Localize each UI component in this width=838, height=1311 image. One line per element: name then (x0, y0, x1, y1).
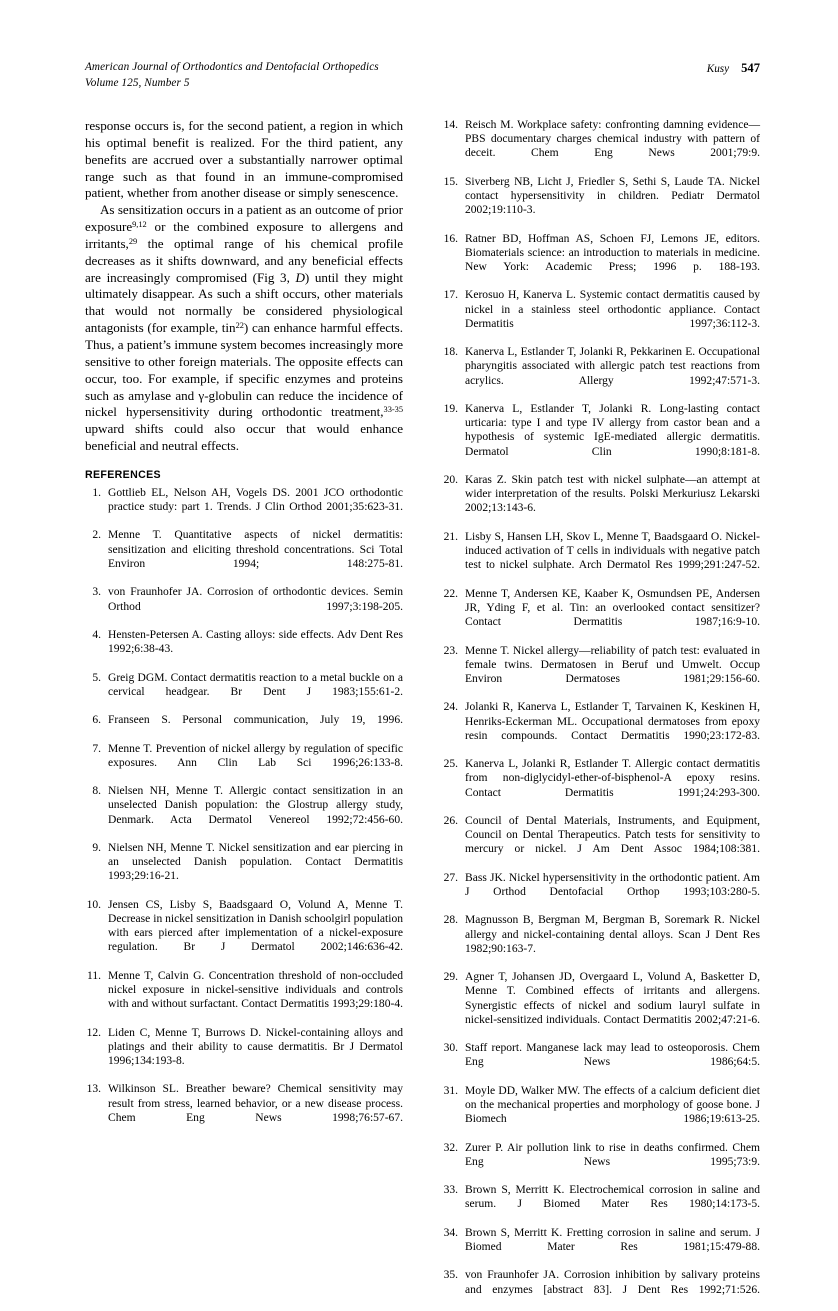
reference-text: Agner T, Johansen JD, Overgaard L, Volund A, Basketter D, Menne T. Combined effects of irritants and allergens. Synergistic effects of nickel and sodium lauryl sulfate in nickel-sensitized individuals. Contact Dermatitis 2002;47:21-6. (465, 971, 760, 1026)
reference-number: 5. (92, 671, 101, 684)
reference-text: Staff report. Manganese lack may lead to osteoporosis. Chem Eng News 1986;64:5. (465, 1042, 760, 1069)
reference-number: 22. (443, 587, 458, 600)
reference-item (442, 1041, 760, 1084)
reference-item (442, 1141, 760, 1184)
reference-text: Kanerva L, Jolanki R, Estlander T. Allergic contact dermatitis from non-diglycidyl-ether-of-bisphenol-A epoxy resins. Contact Dermatitis 1991;24:293-300. (465, 758, 760, 799)
reference-list-left (85, 486, 403, 1139)
reference-item (85, 898, 403, 969)
reference-text: Greig DGM. Contact dermatitis reaction to a metal buckle on a cervical headgear. Br Dent J 1983;155:61-2. (108, 671, 403, 698)
page-number: 547 (741, 61, 760, 75)
reference-number: 14. (443, 119, 458, 131)
reference-number: 24. (443, 701, 458, 714)
reference-item (442, 587, 760, 644)
reference-item (85, 585, 403, 628)
reference-item (85, 742, 403, 785)
reference-number: 2. (92, 529, 101, 542)
reference-number: 20. (443, 474, 458, 487)
reference-number: 8. (92, 785, 101, 798)
par2-seg3: the optimal range of his chemical profile decreases as it shifts downward, and any beneficial effects are increasingly compromised (Fig 3, (85, 235, 403, 285)
body-columns (85, 118, 760, 1311)
reference-number: 17. (443, 289, 458, 302)
reference-list-right (442, 118, 760, 1311)
reference-item (442, 175, 760, 232)
reference-number: 4. (92, 628, 101, 641)
reference-item (85, 969, 403, 1026)
figure-panel-label: D (295, 269, 305, 285)
citation-ref-29: 29 (128, 236, 138, 246)
citation-ref-22: 22 (235, 321, 244, 331)
reference-item (85, 1082, 403, 1139)
reference-item (442, 871, 760, 914)
reference-number: 29. (443, 971, 458, 984)
par2-seg6: upward shifts could also occur that would enhance beneficial and neutral effects. (85, 421, 403, 454)
left-column (85, 118, 403, 1311)
reference-text: Jensen CS, Lisby S, Baadsgaard O, Volund A, Menne T. Decrease in nickel sensitization in Danish schoolgirl population with ears pierced after implementation of a nickel-exposure regulation. Br J Dermatol 2002;146:636-42. (108, 898, 403, 954)
reference-text: Menne T. Nickel allergy—reliability of patch test: evaluated in female twins. Dermatosen in Beruf und Umwelt. Occup Environ Dermatoses 1981;29:156-60. (465, 644, 760, 685)
reference-item (442, 118, 760, 175)
reference-item (85, 628, 403, 671)
reference-text: Kerosuo H, Kanerva L. Systemic contact dermatitis caused by nickel in a stainless steel orthodontic appliance. Contact Dermatitis 1997;36:112-3. (465, 289, 760, 330)
reference-item (442, 970, 760, 1041)
citation-ref-33-35: 33-35 (383, 405, 403, 415)
par2-seg4: ) until they might ultimately disappear. As such a shift occurs, other materials that would not normally be considered physiological antagonists (for example, tin (85, 269, 403, 336)
reference-number: 11. (86, 969, 101, 982)
reference-item (442, 402, 760, 473)
reference-item (85, 671, 403, 714)
reference-text: Ratner BD, Hoffman AS, Schoen FJ, Lemons JE, editors. Biomaterials science: an introduction to materials in medicine. New York: Academic Press; 1996 p. 188-193. (465, 232, 760, 274)
reference-number: 30. (443, 1042, 458, 1055)
reference-item (442, 1183, 760, 1226)
reference-number: 12. (86, 1026, 101, 1039)
par2-seg2: or the combined exposure to allergens and irritants, (85, 219, 403, 251)
reference-number: 7. (92, 742, 101, 755)
reference-text: Gottlieb EL, Nelson AH, Vogels DS. 2001 JCO orthodontic practice study: part 1. Trends. J Clin Orthod 2001;35:623-31. (108, 486, 403, 514)
reference-number: 9. (92, 841, 101, 854)
reference-text: Lisby S, Hansen LH, Skov L, Menne T, Baadsgaard O. Nickel-induced activation of T cells in individuals with negative patch test to nickel sulphate. Arch Dermatol Res 1999;291:247-52. (465, 530, 760, 572)
reference-number: 34. (443, 1226, 458, 1239)
running-head (85, 60, 760, 92)
reference-number: 1. (92, 486, 101, 499)
reference-item (442, 913, 760, 970)
reference-number: 18. (443, 346, 458, 359)
reference-item (442, 345, 760, 402)
references-heading: REFERENCES (85, 468, 161, 481)
reference-text: Menne T. Prevention of nickel allergy by regulation of specific exposures. Ann Clin Lab Sci 1996;26:133-8. (108, 742, 403, 769)
reference-item (442, 530, 760, 587)
reference-item (442, 1268, 760, 1311)
reference-text: Brown S, Merritt K. Electrochemical corrosion in saline and serum. J Biomed Mater Res 1980;14:173-5. (465, 1184, 760, 1211)
reference-number: 25. (443, 758, 458, 771)
reference-item (442, 288, 760, 345)
journal-title-line-1: American Journal of Orthodontics and Dentofacial Orthopedics (85, 61, 379, 73)
paragraph-sensitization (85, 202, 403, 455)
reference-item (442, 700, 760, 757)
reference-item (442, 1084, 760, 1141)
running-head-right (707, 60, 760, 76)
reference-text: Menne T, Andersen KE, Kaaber K, Osmundsen PE, Andersen JR, Yding F, et al. Tin: an overlooked contact sensitizer? Contact Dermatitis 1987;16:9-10. (465, 587, 760, 629)
running-head-journal (85, 60, 379, 92)
reference-text: Menne T, Calvin G. Concentration threshold of non-occluded nickel exposure in nickel-sensitive individuals and controls with and without surfactant. Contact Dermatitis 1993;29:180-4. (108, 969, 403, 1011)
reference-text: Moyle DD, Walker MW. The effects of a calcium deficient diet on the mechanical properties and morphology of goose bone. J Biomech 1986;19:613-25. (465, 1084, 760, 1126)
reference-text: Wilkinson SL. Breather beware? Chemical sensitivity may result from stress, learned behavior, or a new disease process. Chem Eng News 1998;76:57-67. (108, 1083, 403, 1124)
reference-text: Zurer P. Air pollution link to rise in deaths confirmed. Chem Eng News 1995;73:9. (465, 1141, 760, 1168)
reference-item (442, 232, 760, 289)
reference-number: 31. (443, 1084, 458, 1097)
reference-text: Brown S, Merritt K. Fretting corrosion in saline and serum. J Biomed Mater Res 1981;15:479-88. (465, 1226, 760, 1254)
reference-item (442, 757, 760, 814)
reference-number: 28. (443, 914, 458, 927)
citation-ref-9-12: 9,12 (132, 220, 147, 230)
reference-text: Franseen S. Personal communication, July 19, 1996. (108, 714, 403, 727)
author-name: Kusy (706, 63, 730, 75)
reference-number: 35. (443, 1269, 458, 1282)
reference-item (442, 644, 760, 701)
reference-number: 23. (443, 644, 458, 657)
reference-item (85, 486, 403, 529)
reference-item (85, 713, 403, 741)
right-column (442, 118, 760, 1311)
reference-item (85, 841, 403, 898)
reference-item (85, 784, 403, 841)
reference-item (85, 1026, 403, 1083)
reference-text: Kanerva L, Estlander T, Jolanki R, Pekkarinen E. Occupational pharyngitis associated with allergic patch test reactions from acrylics. Allergy 1992;47:571-3. (465, 346, 760, 387)
reference-item (85, 528, 403, 585)
par2-seg1: As sensitization occurs in a patient as an outcome of prior exposure (85, 202, 403, 235)
reference-number: 21. (443, 530, 458, 543)
reference-text: Nielsen NH, Menne T. Allergic contact sensitization in an unselected Danish population: the Glostrup allergy study, Denmark. Acta Dermatol Venereol 1992;72:456-60. (108, 785, 403, 826)
reference-text: Nielsen NH, Menne T. Nickel sensitization and ear piercing in an unselected Danish population. Contact Dermatitis 1993;29:16-21. (108, 841, 403, 883)
reference-text: Bass JK. Nickel hypersensitivity in the orthodontic patient. Am J Orthod Dentofacial Orthop 1993;103:280-5. (465, 871, 760, 898)
reference-text: Council of Dental Materials, Instruments, and Equipment, Council on Dental Therapeutics. Patch tests for sensitivity to mercury or nickel. J Am Dent Assoc 1984;108:381. (465, 814, 760, 856)
par2-seg5: ) can enhance harmful effects. Thus, a patient’s immune system becomes increasingly more sensitive to other foreign materials. The opposite effects can occur, too. For example, if specific enzymes and proteins such as amylase and γ-globulin can reduce the incidence of nickel hypersensitivity during orthodontic treatment, (85, 320, 403, 420)
reference-text: Reisch M. Workplace safety: confronting damning evidence—PBS documentary charges chemical industry with pattern of deceit. Chem Eng News 2001;79:9. (465, 119, 760, 160)
reference-number: 27. (443, 871, 458, 884)
reference-number: 6. (92, 714, 101, 727)
reference-item (442, 814, 760, 871)
reference-item (442, 1226, 760, 1269)
reference-text: Menne T. Quantitative aspects of nickel dermatitis: sensitization and eliciting threshold concentrations. Sci Total Environ 1994; 148:275-81. (108, 529, 403, 570)
reference-number: 33. (443, 1184, 458, 1197)
reference-text: Hensten-Petersen A. Casting alloys: side effects. Adv Dent Res 1992;6:38-43. (108, 628, 403, 656)
reference-text: Karas Z. Skin patch test with nickel sulphate—an attempt at wider interpretation of the results. Polski Merkuriusz Lekarski 2002;13:143-6. (465, 474, 760, 515)
reference-number: 3. (92, 586, 101, 599)
reference-text: von Fraunhofer JA. Corrosion inhibition by salivary proteins and enzymes [abstract 83]. J Dent Res 1992;71:526. (465, 1269, 760, 1296)
reference-text: Jolanki R, Kanerva L, Estlander T, Tarvainen K, Keskinen H, Henriks-Eckerman ML. Occupational dermatoses from epoxy resin compounds. Contact Dermatitis 1990;23:172-83. (465, 701, 760, 742)
reference-number: 19. (443, 403, 458, 416)
reference-number: 15. (443, 175, 458, 188)
reference-item (442, 473, 760, 530)
reference-number: 26. (443, 814, 458, 827)
reference-text: Liden C, Menne T, Burrows D. Nickel-containing alloys and platings and their ability to cause dermatitis. Br J Dermatol 1996;134:193-8. (108, 1026, 403, 1067)
reference-text: von Fraunhofer JA. Corrosion of orthodontic devices. Semin Orthod 1997;3:198-205. (108, 586, 403, 613)
reference-text: Siverberg NB, Licht J, Friedler S, Sethi S, Laude TA. Nickel contact hypersensitivity in children. Pediatr Dermatol 2002;19:110-3. (465, 175, 760, 217)
reference-number: 32. (443, 1141, 458, 1154)
reference-text: Magnusson B, Bergman M, Bergman B, Soremark R. Nickel allergy and nickel-containing dental alloys. Scan J Dent Res 1982;90:163-7. (465, 914, 760, 955)
journal-volume-line: Volume 125, Number 5 (85, 76, 190, 89)
reference-number: 16. (443, 232, 458, 245)
paragraph-continuation: response occurs is, for the second patient, a region in which his optimal benefit is realized. For the third patient, any benefits are accrued over a substantially narrower optimal range such as that found in an immune-compromised patient, whether from another disease or simply senescence. (85, 118, 403, 201)
reference-text: Kanerva L, Estlander T, Jolanki R. Long-lasting contact urticaria: type I and type IV allergy from castor bean and a hypothesis of systemic IgE-mediated allergic dermatitis. Dermatol Clin 1990;8:181-8. (465, 403, 760, 458)
reference-number: 13. (86, 1083, 101, 1096)
reference-number: 10. (86, 898, 101, 911)
